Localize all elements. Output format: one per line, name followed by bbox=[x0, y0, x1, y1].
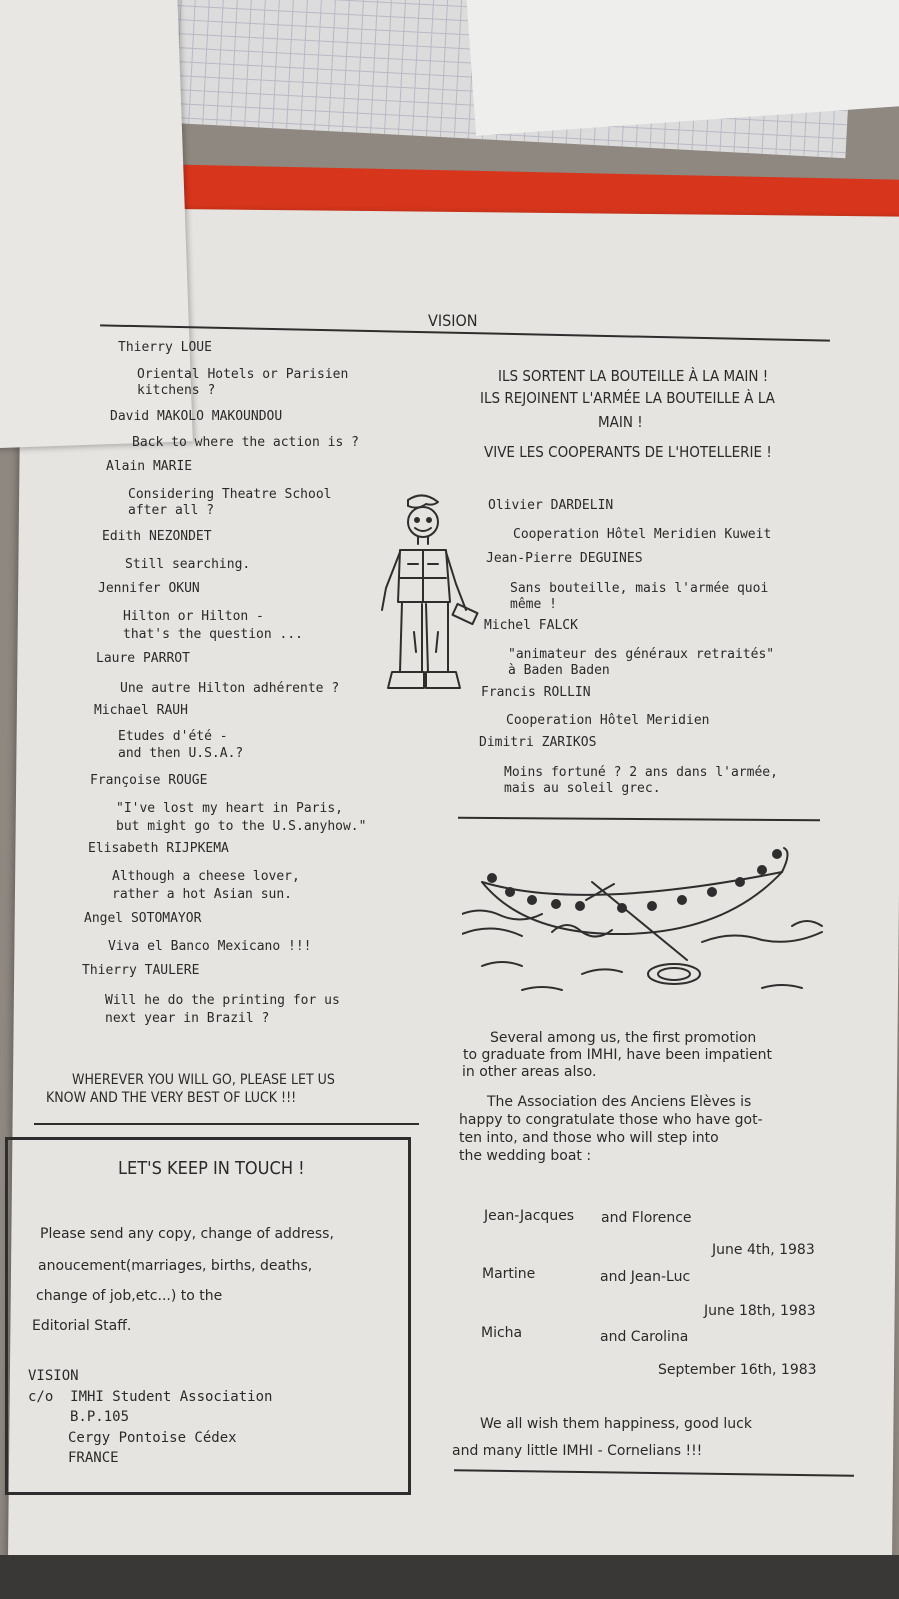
wedding-date: September 16th, 1983 bbox=[658, 1362, 817, 1378]
wedding-partner: Jean-Jacques bbox=[484, 1208, 575, 1224]
entry-name: Jennifer OKUN bbox=[98, 581, 200, 596]
entry-desc: that's the question ... bbox=[123, 627, 304, 642]
entry-desc: Etudes d'été - bbox=[118, 729, 228, 744]
entry-name: Alain MARIE bbox=[106, 459, 193, 474]
association-text: happy to congratulate those who have got- bbox=[459, 1112, 763, 1128]
address-line: VISION bbox=[28, 1368, 79, 1384]
entry-name: Angel SOTOMAYOR bbox=[84, 911, 202, 926]
entry-name: Laure PARROT bbox=[96, 651, 190, 666]
promotion-text: to graduate from IMHI, have been impatient bbox=[463, 1047, 772, 1063]
wedding-date: June 4th, 1983 bbox=[712, 1242, 815, 1258]
right-heading-line: ILS SORTENT LA BOUTEILLE À LA MAIN ! bbox=[498, 367, 769, 385]
promotion-text: Several among us, the first promotion bbox=[490, 1030, 757, 1046]
wedding-boat-illustration bbox=[462, 842, 832, 998]
entry-desc: and then U.S.A.? bbox=[118, 746, 244, 761]
address-line: FRANCE bbox=[68, 1450, 119, 1466]
entry-name: Olivier DARDELIN bbox=[488, 498, 614, 513]
entry-desc: Considering Theatre School bbox=[128, 487, 332, 502]
entry-desc: Hilton or Hilton - bbox=[123, 609, 264, 624]
entry-name: Elisabeth RIJPKEMA bbox=[88, 841, 229, 856]
closing-wish: and many little IMHI - Cornelians !!! bbox=[452, 1443, 703, 1459]
entry-desc: même ! bbox=[510, 597, 557, 612]
entry-name: Dimitri ZARIKOS bbox=[479, 735, 597, 750]
left-rule bbox=[34, 1123, 419, 1125]
right-heading-line: ILS REJOINENT L'ARMÉE LA BOUTEILLE À LA bbox=[480, 389, 775, 407]
entry-name: Michael RAUH bbox=[94, 703, 188, 718]
wedding-partner: and Jean-Luc bbox=[600, 1269, 691, 1285]
entry-desc: Will he do the printing for us bbox=[105, 993, 340, 1008]
address-line: c/o IMHI Student Association bbox=[28, 1389, 273, 1405]
right-heading-line: VIVE LES COOPERANTS DE L'HOTELLERIE ! bbox=[484, 443, 772, 461]
entry-desc: but might go to the U.S.anyhow." bbox=[116, 819, 367, 834]
entry-desc: after all ? bbox=[128, 503, 215, 518]
bottom-shadow bbox=[0, 1555, 899, 1599]
entry-desc: Une autre Hilton adhérente ? bbox=[120, 681, 340, 696]
keep-in-touch-line: Editorial Staff. bbox=[32, 1318, 132, 1334]
entry-name: Michel FALCK bbox=[484, 618, 578, 633]
entry-desc: "animateur des généraux retraités" bbox=[508, 647, 775, 662]
entry-desc: Although a cheese lover, bbox=[112, 869, 300, 884]
entry-desc: à Baden Baden bbox=[508, 663, 610, 678]
entry-desc: Oriental Hotels or Parisien bbox=[137, 367, 349, 382]
promotion-text: in other areas also. bbox=[462, 1064, 597, 1080]
soldier-illustration bbox=[378, 492, 488, 708]
left-closing: KNOW AND THE VERY BEST OF LUCK !!! bbox=[46, 1090, 297, 1106]
association-text: The Association des Anciens Elèves is bbox=[487, 1094, 752, 1110]
page-title: VISION bbox=[428, 311, 478, 330]
right-heading-line: MAIN ! bbox=[598, 413, 643, 431]
left-closing: WHEREVER YOU WILL GO, PLEASE LET US bbox=[72, 1072, 335, 1088]
entry-desc: next year in Brazil ? bbox=[105, 1011, 270, 1026]
wedding-partner: Micha bbox=[481, 1325, 523, 1341]
entry-name: Francis ROLLIN bbox=[481, 685, 591, 700]
wedding-date: June 18th, 1983 bbox=[704, 1303, 816, 1319]
entry-desc: "I've lost my heart in Paris, bbox=[116, 801, 343, 816]
entry-name: Edith NEZONDET bbox=[102, 529, 212, 544]
entry-desc: rather a hot Asian sun. bbox=[112, 887, 293, 902]
keep-in-touch-title: LET'S KEEP IN TOUCH ! bbox=[118, 1158, 305, 1179]
association-text: the wedding boat : bbox=[459, 1148, 592, 1164]
wedding-partner: and Carolina bbox=[600, 1329, 689, 1345]
address-line: B.P.105 bbox=[70, 1409, 130, 1425]
entry-name: David MAKOLO MAKOUNDOU bbox=[110, 409, 283, 424]
keep-in-touch-line: change of job,etc...) to the bbox=[36, 1288, 223, 1304]
keep-in-touch-line: anoucement(marriages, births, deaths, bbox=[38, 1258, 313, 1274]
entry-desc: Viva el Banco Mexicano !!! bbox=[108, 939, 312, 954]
entry-desc: Back to where the action is ? bbox=[132, 435, 359, 450]
entry-desc: Still searching. bbox=[125, 557, 251, 572]
entry-name: Jean-Pierre DEGUINES bbox=[486, 551, 643, 566]
association-text: ten into, and those who will step into bbox=[459, 1130, 719, 1146]
closing-wish: We all wish them happiness, good luck bbox=[480, 1416, 752, 1432]
entry-name: Thierry LOUE bbox=[118, 340, 212, 355]
entry-desc: mais au soleil grec. bbox=[504, 781, 661, 796]
address-line: Cergy Pontoise Cédex bbox=[68, 1430, 237, 1446]
entry-desc: Cooperation Hôtel Meridien Kuweit bbox=[513, 527, 772, 542]
entry-desc: Sans bouteille, mais l'armée quoi bbox=[510, 581, 769, 596]
entry-name: Thierry TAULERE bbox=[82, 963, 200, 978]
wedding-partner: and Florence bbox=[601, 1210, 692, 1226]
entry-name: Françoise ROUGE bbox=[90, 773, 208, 788]
entry-desc: kitchens ? bbox=[137, 383, 216, 398]
keep-in-touch-line: Please send any copy, change of address, bbox=[40, 1226, 334, 1242]
entry-desc: Moins fortuné ? 2 ans dans l'armée, bbox=[504, 765, 778, 780]
wedding-partner: Martine bbox=[482, 1266, 536, 1282]
entry-desc: Cooperation Hôtel Meridien bbox=[506, 713, 710, 728]
